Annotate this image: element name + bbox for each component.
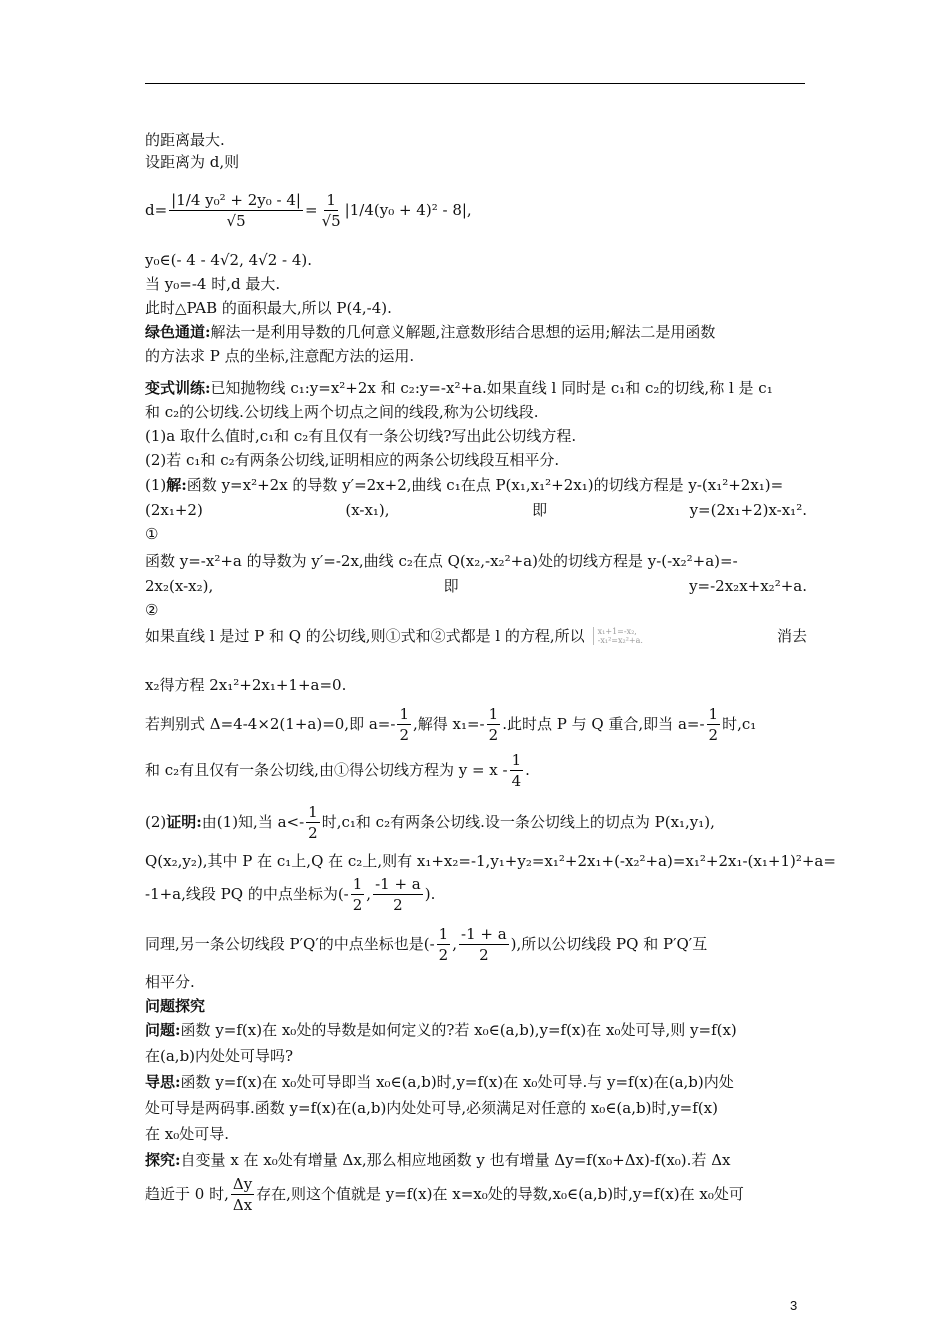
explore-heading: 探究: (145, 1151, 181, 1169)
delta-x: Δx (232, 1195, 253, 1214)
circled-two: ② (145, 601, 159, 619)
line-26-a: 同理,另一条公切线段 P′Q′的中点坐标也是(- (145, 935, 435, 953)
line-12: (2)若 c₁和 c₂有两条公切线,证明相应的两条公切线段互相平分. (145, 451, 560, 469)
half-num: 1 (438, 924, 449, 943)
d-equals: = (304, 201, 318, 219)
comma: , (452, 935, 457, 953)
guide-heading: 导思: (145, 1073, 181, 1091)
line-8: 的方法求 P 点的坐标,注意配方法的运用. (145, 347, 415, 365)
half-den: 2 (308, 823, 318, 842)
d-prefix: d= (145, 201, 168, 219)
line-34 (145, 1150, 807, 1170)
half-num: 1 (488, 704, 499, 723)
line-23 (145, 800, 807, 844)
line-9-text: 已知抛物线 c₁:y=x²+2x 和 c₂:y=-x²+a.如果直线 l 同时是 c₁和 c₂的切线,称 l 是 c₁ (210, 379, 773, 397)
half-den: 2 (352, 895, 363, 914)
line-29-text: 函数 y=f(x)在 x₀处的导数是如何定义的?若 x₀∈(a,b),y=f(x)在 x₀处可导,则 y=f(x) (180, 1021, 737, 1039)
page-number: 3 (790, 1298, 798, 1313)
line-25 (145, 872, 807, 916)
line-7-text: 解法一是利用导数的几何意义解题,注意数形结合思想的运用;解法二是用函数 (210, 323, 716, 341)
line-6: 此时△PAB 的面积最大,所以 P(4,-4). (145, 299, 392, 317)
half-den: 2 (399, 725, 409, 744)
quarter-fraction (510, 750, 524, 791)
comma: , (366, 885, 372, 903)
line-2: 设距离为 d,则 (145, 153, 240, 171)
line-26-b: ),所以公切线段 PQ 和 P′Q′互 (510, 935, 708, 953)
green-channel-heading: 绿色通道: (145, 323, 211, 341)
line-13-text: 函数 y=x²+2x 的导数 y′=2x+2,曲线 c₁在点 P(x₁,x₁²+2x₁)的切线方程是 y-(x₁²+2x₁)= (186, 476, 784, 494)
line-17-a: 2x₂(x-x₂), (145, 577, 214, 595)
midpoint-num: -1 + a (461, 924, 507, 943)
half-num: 1 (352, 874, 363, 893)
derivative-fraction (231, 1174, 254, 1215)
line-5: 当 y₀=-4 时,d 最大. (145, 275, 281, 293)
line-21-d: 时,c₁ (722, 715, 757, 733)
line-4: y₀∈(- 4 - 4√2, 4√2 - 4). (145, 251, 313, 269)
line-27: 相平分. (145, 973, 195, 991)
line-19-end: 消去 (776, 627, 807, 645)
line-9 (145, 378, 807, 398)
line-29 (145, 1020, 807, 1040)
question-heading: 问题: (145, 1021, 181, 1039)
midpoint-fraction (373, 874, 423, 915)
line-34-text: 自变量 x 在 x₀处有增量 Δx,那么相应地函数 y 也有增量 Δy=f(x₀+Δx)-f(x₀).若 Δx (180, 1151, 731, 1169)
midpoint-den: 2 (393, 895, 403, 914)
equation-system (593, 627, 643, 645)
half-fraction-1 (397, 704, 411, 745)
circled-one: ① (145, 525, 159, 543)
half-num: 1 (308, 802, 318, 821)
d-fraction (169, 190, 303, 231)
line-21 (145, 702, 807, 746)
midpoint-den: 2 (479, 945, 489, 964)
d-coef-numerator: 1 (326, 190, 336, 209)
half-fraction-3 (707, 704, 721, 745)
line-22 (145, 748, 807, 792)
d-coef-fraction (320, 190, 343, 231)
line-31 (145, 1072, 807, 1092)
delta-y: Δy (232, 1174, 253, 1193)
period: . (525, 761, 530, 779)
line-10: 和 c₂的公切线.公切线上两个切点之间的线段,称为公切线段. (145, 403, 539, 421)
line-21-a: 若判别式 Δ=4-4×2(1+a)=0,即 a=- (145, 715, 396, 733)
half-num: 1 (708, 704, 719, 723)
line-11: (1)a 取什么值时,c₁和 c₂有且仅有一条公切线?写出此公切线方程. (145, 427, 577, 445)
quarter-den: 4 (511, 771, 522, 790)
midpoint-fraction-2 (459, 924, 509, 965)
line-26 (145, 922, 807, 966)
line-14 (145, 500, 807, 520)
proof-heading: 证明: (166, 813, 202, 831)
d-coef-denominator: √5 (321, 211, 341, 230)
header-rule (145, 83, 805, 84)
half-fraction-4 (306, 802, 320, 843)
line-16: 函数 y=-x²+a 的导数为 y′=-2x,曲线 c₂在点 Q(x₂,-x₂²+a)处的切线方程是 y-(-x₂²+a)=- (145, 552, 738, 570)
line-19 (145, 626, 807, 646)
line-13-pre: (1) (145, 476, 167, 494)
system-eq-2: -x₁²=x₂²+a. (597, 636, 643, 645)
midpoint-num: -1 + a (375, 874, 421, 893)
line-19-text: 如果直线 l 是过 P 和 Q 的公切线,则①式和②式都是 l 的方程,所以 (145, 627, 585, 645)
line-14-c: 即 (532, 501, 548, 519)
line-23-pre: (2) (145, 813, 167, 831)
line-1: 的距离最大. (145, 131, 225, 149)
line-20: x₂得方程 2x₁²+2x₁+1+a=0. (145, 676, 347, 694)
line-23-a: 由(1)知,当 a<- (201, 813, 305, 831)
half-den: 2 (438, 945, 449, 964)
line-17 (145, 576, 807, 596)
line-17-c: y=-2x₂x+x₂²+a. (689, 577, 807, 595)
line-35 (145, 1172, 807, 1216)
half-den: 2 (488, 725, 499, 744)
line-25-b: ). (424, 885, 436, 903)
line-25-a: -1+a,线段 PQ 的中点坐标为(- (145, 885, 349, 903)
variant-heading: 变式训练: (145, 379, 211, 397)
line-32: 处可导是两码事.函数 y=f(x)在(a,b)内处处可导,必须满足对任意的 x₀∈(a,b)时,y=f(x) (145, 1099, 718, 1117)
line-14-d: y=(2x₁+2)x-x₁². (689, 501, 807, 519)
line-23-b: 时,c₁和 c₂有两条公切线.设一条公切线上的切点为 P(x₁,y₁), (321, 813, 715, 831)
line-21-c: .此时点 P 与 Q 重合,即当 a=- (502, 715, 705, 733)
d-denominator: √5 (226, 211, 246, 230)
line-31-text: 函数 y=f(x)在 x₀处可导即当 x₀∈(a,b)时,y=f(x)在 x₀处可导.与 y=f(x)在(a,b)内处 (180, 1073, 734, 1091)
half-fraction-6 (437, 924, 451, 965)
distance-formula (145, 180, 807, 240)
line-7 (145, 322, 807, 342)
line-30: 在(a,b)内处处可导吗? (145, 1047, 294, 1065)
system-eq-1: x₁+1=-x₂, (597, 627, 637, 636)
line-24: Q(x₂,y₂),其中 P 在 c₁上,Q 在 c₂上,则有 x₁+x₂=-1,y₁+y₂=x₁²+2x₁+(-x₂²+a)=x₁²+2x₁-(x₁+1)²+a= (145, 852, 836, 870)
quarter-num: 1 (511, 750, 522, 769)
solution-heading: 解: (166, 476, 187, 494)
line-35-b: 存在,则这个值就是 y=f(x)在 x=x₀处的导数,x₀∈(a,b)时,y=f(x)在 x₀处可 (256, 1185, 744, 1203)
line-13 (145, 475, 807, 495)
d-numerator: |1/4 y₀² + 2y₀ - 4| (171, 190, 301, 209)
line-33: 在 x₀处可导. (145, 1125, 230, 1143)
line-21-b: ,解得 x₁=- (412, 715, 485, 733)
half-den: 2 (708, 725, 719, 744)
problem-explore-heading: 问题探究 (145, 997, 206, 1015)
line-14-b: (x-x₁), (345, 501, 390, 519)
line-17-b: 即 (443, 577, 459, 595)
line-14-a: (2x₁+2) (145, 501, 203, 519)
half-fraction-2 (487, 704, 501, 745)
line-35-a: 趋近于 0 时, (145, 1185, 229, 1203)
half-num: 1 (399, 704, 409, 723)
line-22-a: 和 c₂有且仅有一条公切线,由①得公切线方程为 y = x - (145, 761, 508, 779)
half-fraction-5 (351, 874, 365, 915)
d-rest: |1/4(y₀ + 4)² - 8|, (344, 201, 472, 219)
